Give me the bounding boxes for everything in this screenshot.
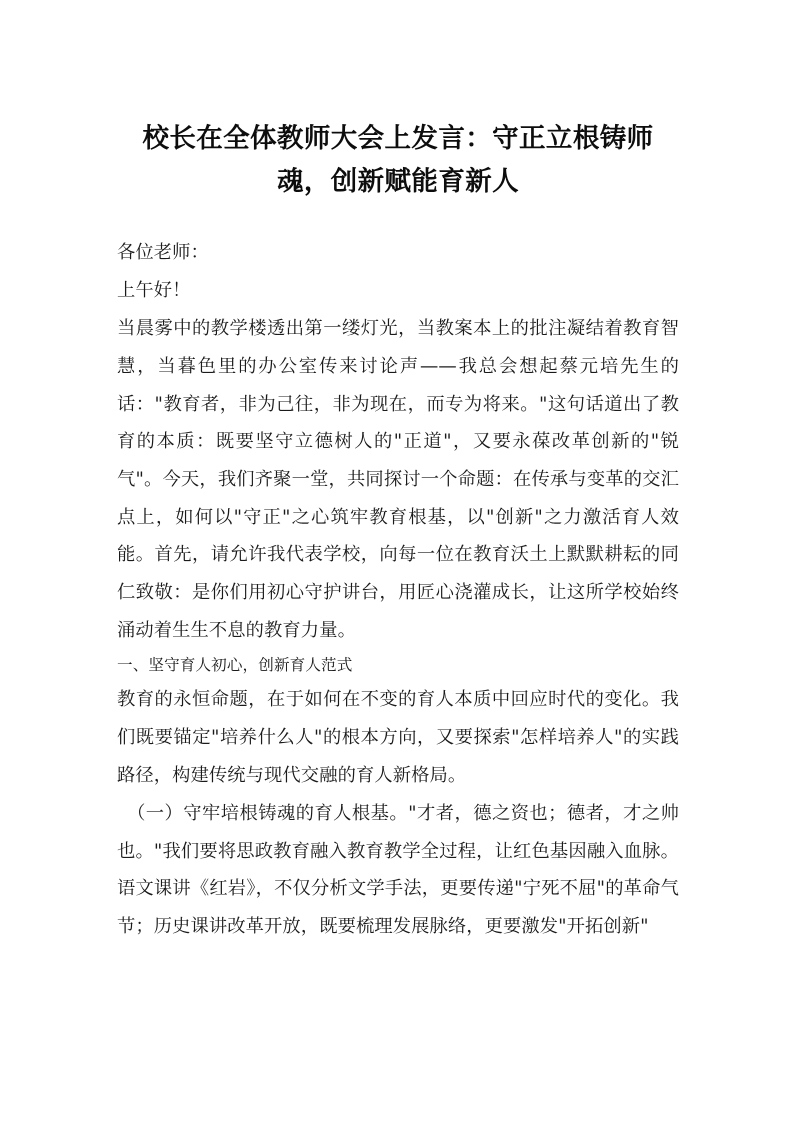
document-body [117,234,679,946]
document-content [117,0,679,946]
paragraph-section-one-intro: 教育的永恒命题，在于如何在不变的育人本质中回应时代的变化。我们既要锚定"培养什么人"的根本方向，又要探索"怎样培养人"的实践路径，构建传统与现代交融的育人新格局。 [117,689,679,786]
paragraph-subsection-one: （一）守牢培根铸魂的育人根基。"才者，德之资也；德者，才之帅也。"我们要将思政教育融入教育教学全过程，让红色基因融入血脉。语文课讲《红岩》，不仅分析文学手法，更要传递"宁死不屈"的革命气节；历史课讲改革开放，既要梳理发展脉络，更要激发"开拓创新" [117,802,679,937]
paragraph-salutation: 各位老师： [117,241,209,263]
paragraph-greeting: 上午好！ [117,280,191,302]
page-title [117,0,679,204]
page-title-line-1: 校长在全体教师大会上发言：守正立根铸师 [142,123,654,154]
page-title-line-2: 魂，创新赋能育新人 [276,165,520,197]
section-heading-one: 一、坚守育人初心，创新育人范式 [117,656,353,675]
paragraph-opening: 当晨雾中的教学楼透出第一缕灯光，当教案本上的批注凝结着教育智慧，当暮色里的办公室传来讨论声——我总会想起蔡元培先生的话："教育者，非为己往，非为现在，而专为将来。"这句话道出了教育的本质：既要坚守立德树人的"正道"，又要永葆改革创新的"锐气"。今天，我们齐聚一堂，共同探讨一个命题：在传承与变革的交汇点上，如何以"守正"之心筑牢教育根基，以"创新"之力激活育人效能。首先，请允许我代表学校，向每一位在教育沃土上默默耕耘的同仁致敬：是你们用初心守护讲台，用匠心浇灌成长，让这所学校始终涌动着生生不息的教育力量。 [117,318,679,641]
